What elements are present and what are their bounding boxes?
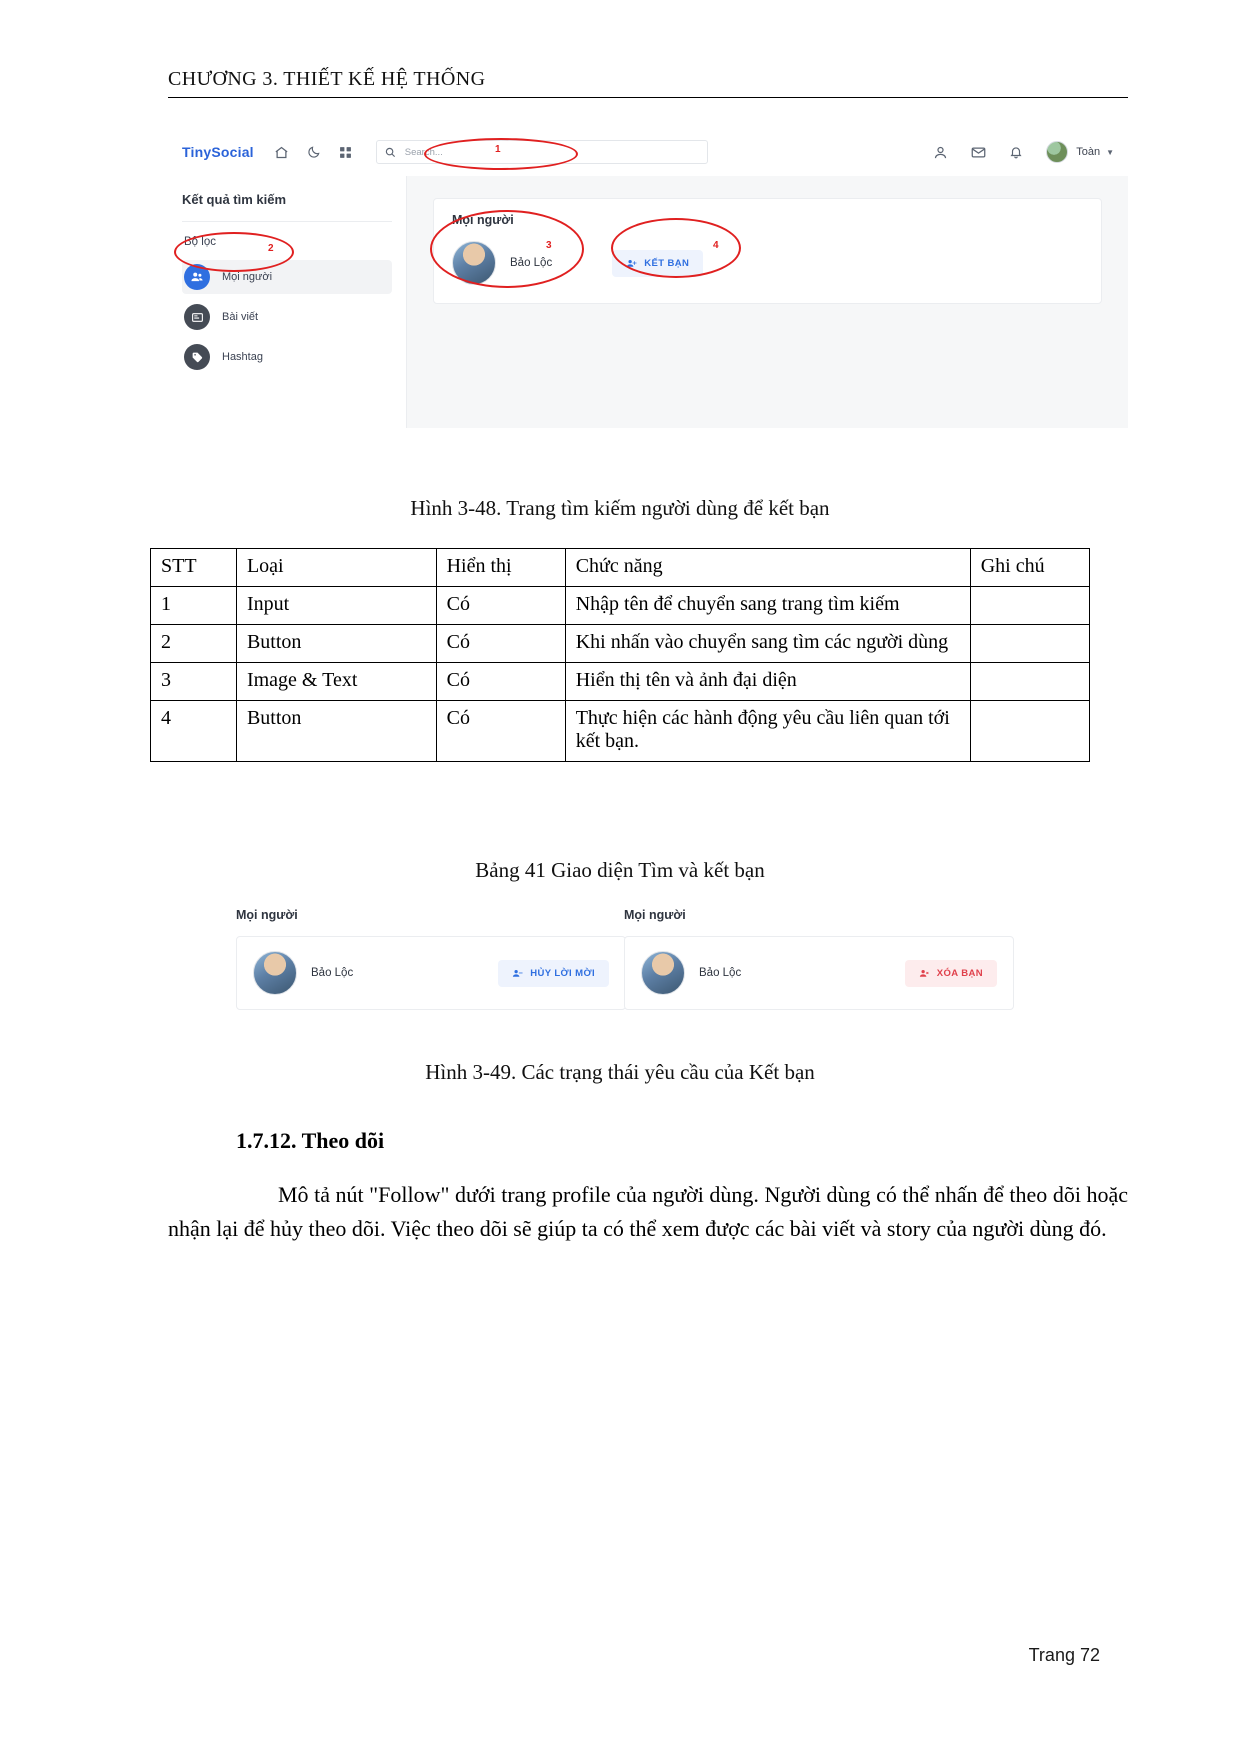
article-icon	[184, 304, 210, 330]
app-body	[168, 176, 1128, 428]
cancel-request-button[interactable]	[498, 960, 609, 987]
card-title: Mọi người	[452, 213, 514, 227]
main-content	[406, 176, 1128, 428]
person-name: Bảo Lộc	[510, 257, 553, 269]
sidebar-item-label: Hashtag	[222, 351, 263, 363]
topbar-icon-group	[274, 144, 354, 160]
figure-search-page	[168, 128, 1128, 428]
cell-chucnang: Nhập tên để chuyển sang trang tìm kiếm	[565, 587, 970, 625]
running-header	[168, 68, 1128, 98]
annotation-number-1: 1	[495, 144, 501, 155]
user-icon[interactable]	[932, 144, 948, 160]
app-topbar	[168, 128, 1128, 177]
cell-hienthi: Có	[436, 587, 565, 625]
tag-icon	[184, 344, 210, 370]
avatar[interactable]	[452, 241, 496, 285]
col-hienthi: Hiển thị	[436, 549, 565, 587]
figure-1-caption: Hình 3-48. Trang tìm kiếm người dùng để kết bạn	[410, 496, 830, 520]
user-name[interactable]: Toàn	[1076, 146, 1101, 158]
state-cancel-request	[236, 908, 626, 1010]
table-row	[151, 587, 1090, 625]
annotation-number-2: 2	[268, 243, 274, 254]
cell-stt: 2	[151, 625, 237, 663]
cell-hienthi: Có	[436, 701, 565, 762]
grid-icon[interactable]	[338, 144, 354, 160]
search-icon	[383, 144, 399, 160]
add-friend-label: KẾT BẠN	[644, 257, 690, 269]
sidebar-item-bai-viet[interactable]	[182, 300, 392, 334]
person-name: Bảo Lộc	[699, 967, 742, 979]
cell-loai: Image & Text	[236, 663, 436, 701]
sidebar-item-label: Mọi người	[222, 271, 273, 283]
cell-loai: Input	[236, 587, 436, 625]
remove-friend-button[interactable]	[905, 960, 997, 987]
person-name: Bảo Lộc	[311, 967, 354, 979]
cell-stt: 1	[151, 587, 237, 625]
state-header: Mọi người	[624, 908, 686, 922]
avatar[interactable]	[641, 951, 685, 995]
sidebar-item-moi-nguoi[interactable]	[182, 260, 392, 294]
remove-friend-label: XÓA BẠN	[936, 967, 983, 979]
cell-loai: Button	[236, 625, 436, 663]
mail-icon[interactable]	[970, 144, 986, 160]
add-friend-button[interactable]	[612, 250, 703, 277]
figure-friend-states	[236, 908, 1076, 1038]
person-add-icon	[626, 258, 637, 269]
cell-chucnang: Thực hiện các hành động yêu cầu liên quan tới kết bạn.	[565, 701, 970, 762]
list-item	[236, 936, 626, 1010]
table-row	[151, 663, 1090, 701]
state-remove-friend	[624, 908, 1014, 1010]
col-ghichu: Ghi chú	[970, 549, 1089, 587]
annotation-number-4: 4	[713, 240, 719, 251]
search-placeholder: Search...	[404, 146, 443, 158]
people-result-card	[433, 198, 1102, 304]
page-number: Trang 72	[1028, 1645, 1100, 1665]
table-row	[151, 701, 1090, 762]
spec-table	[150, 548, 1090, 762]
running-header-text: CHƯƠNG 3. THIẾT KẾ HỆ THỐNG	[168, 68, 486, 90]
topbar-right-group	[932, 128, 1114, 176]
cell-ghichu	[970, 587, 1089, 625]
section-heading: 1.7.12. Theo dõi	[236, 1128, 385, 1153]
table-caption: Bảng 41 Giao diện Tìm và kết bạn	[475, 858, 765, 882]
person-remove-icon	[512, 968, 523, 979]
list-item	[624, 936, 1014, 1010]
cell-loai: Button	[236, 701, 436, 762]
col-chucnang: Chức năng	[565, 549, 970, 587]
figure-2-caption: Hình 3-49. Các trạng thái yêu cầu của Kết bạn	[425, 1060, 815, 1084]
cell-hienthi: Có	[436, 625, 565, 663]
table-header-row	[151, 549, 1090, 587]
col-loai: Loại	[236, 549, 436, 587]
table-row	[151, 625, 1090, 663]
cell-hienthi: Có	[436, 663, 565, 701]
cell-stt: 3	[151, 663, 237, 701]
people-icon	[184, 264, 210, 290]
section-paragraph: Mô tả nút "Follow" dưới trang profile của người dùng. Người dùng có thể nhấn để theo dõi hoặc nhận lại để hủy theo dõi. Việc theo dõi sẽ giúp ta có thể xem được các bài viết và story của người dùng đó.	[168, 1182, 1128, 1241]
header-rule	[168, 97, 1128, 98]
state-header: Mọi người	[236, 908, 298, 922]
cell-stt: 4	[151, 701, 237, 762]
chevron-down-icon[interactable]: ▼	[1106, 147, 1114, 157]
cell-ghichu	[970, 701, 1089, 762]
sidebar	[168, 176, 406, 428]
search-input[interactable]	[376, 140, 708, 164]
avatar[interactable]	[253, 951, 297, 995]
avatar[interactable]	[1046, 141, 1068, 163]
cell-ghichu	[970, 625, 1089, 663]
bell-icon[interactable]	[1008, 144, 1024, 160]
annotation-number-3: 3	[546, 240, 552, 251]
cell-chucnang: Hiển thị tên và ảnh đại diện	[565, 663, 970, 701]
person-delete-icon	[919, 968, 930, 979]
sidebar-subtitle: Bộ lọc	[184, 236, 216, 248]
sidebar-item-label: Bài viết	[222, 311, 259, 323]
col-stt: STT	[151, 549, 237, 587]
app-brand[interactable]: TinySocial	[182, 144, 254, 160]
sidebar-item-hashtag[interactable]	[182, 340, 392, 374]
home-icon[interactable]	[274, 144, 290, 160]
cell-ghichu	[970, 663, 1089, 701]
moon-icon[interactable]	[306, 144, 322, 160]
cell-chucnang: Khi nhấn vào chuyển sang tìm các người dùng	[565, 625, 970, 663]
sidebar-title: Kết quả tìm kiếm	[182, 192, 392, 222]
cancel-request-label: HỦY LỜI MỜI	[530, 967, 595, 979]
